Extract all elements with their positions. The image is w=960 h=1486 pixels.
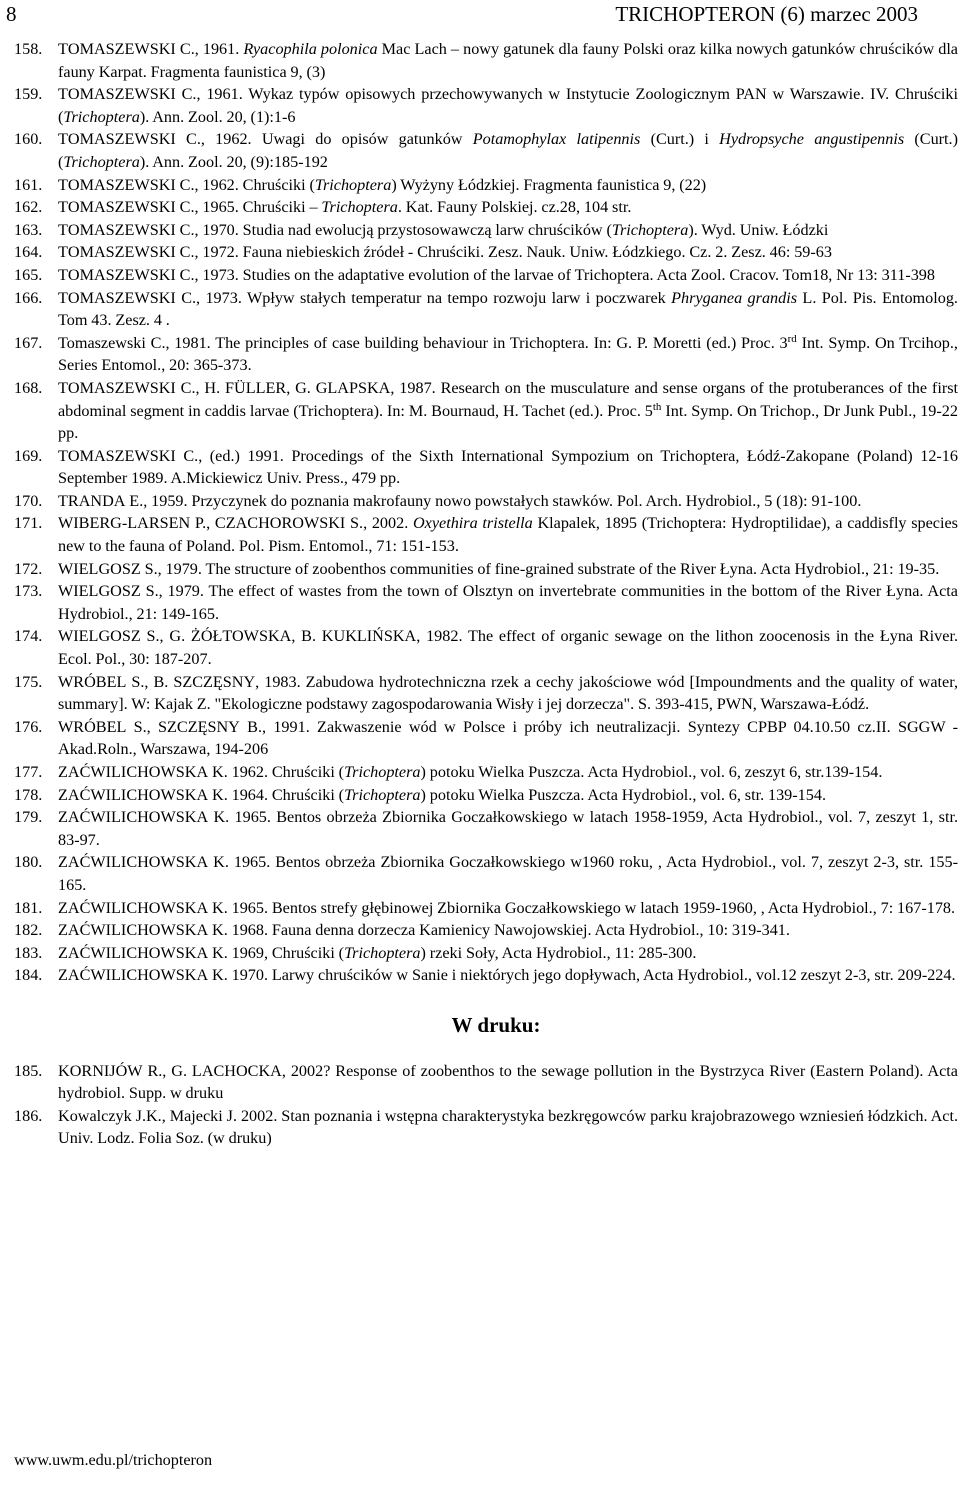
reference-text-segment: W [58,717,74,736]
reference-number: 159. [14,85,43,104]
reference-text-segment: ÓŁTOWSKA [200,627,292,646]
reference-entry [14,377,958,445]
reference-text-segment: OMASZEWSKI [67,40,176,58]
reference-number: 170. [14,491,43,510]
reference-text-segment: T [58,220,68,239]
journal-title: TRICHOPTERON (6) marzec 2003 [615,2,918,26]
reference-text [58,83,958,128]
reference-text-segment: ). Ann. Zool. 20, (1):1-6 [139,107,296,126]
reference-number: 162. [14,198,43,217]
reference-text-segment: ORNIJÓW [69,1061,143,1080]
reference-text-segment: Z [58,763,68,781]
reference-entry [14,558,958,581]
reference-text-segment: K. 1964. Chruściki ( [208,785,345,804]
reference-text [58,241,958,264]
reference-text-segment: Trichoptera [321,198,398,217]
reference-entry [14,38,958,83]
reference-text-segment: C., 1961. [175,40,244,58]
reference-text [58,716,958,761]
reference-text-segment: . Kat. Fauny Polskiej. cz.28, 104 str. [397,198,632,217]
reference-text-segment: Phryganea grandis [671,288,798,307]
references-in-press [14,1060,958,1150]
reference-text-segment: T [58,40,68,58]
reference-number: 165. [14,265,43,284]
reference-text-segment: Oxyethira tristella [412,514,533,533]
reference-text-segment: , 1987. Research on the musculature and sense organs of the protuberances of the first abdominal segment in caddis larvae (Trichoptera). In: M. Bournaud, H. Tachet (ed.). Proc. 5 [58,378,959,420]
reference-text-segment: Trichoptera [63,152,140,171]
reference-text-segment: OMASZEWSKI [67,130,176,149]
reference-text-segment: OMASZEWSKI [67,265,176,284]
reference-entry [14,851,958,896]
reference-text-segment: ZCZĘSNY [167,717,240,736]
reference-text-segment: C., 1972. Fauna niebieskich źródeł - Chruściki. Zesz. Nauk. Uniw. Łódzkiego. Cz. 2. Zesz. 46: 59-63 [175,243,832,262]
reference-text-segment: C., 1962. Chruściki ( [175,175,315,194]
reference-text-segment: S., G. Ż [140,627,201,646]
reference-text-segment: AĆWILICHOWSKA [67,785,209,804]
reference-text-segment: Mac Lach – nowy gatunek dla fauny Polski oraz kilka nowych gatunków chruścików dla fauny Karpat. Fragmenta faunistica 9, (3) [58,40,958,81]
reference-list [14,38,958,1150]
reference-text [58,219,958,242]
references-main [14,38,958,987]
reference-text-segment: C., 1961. Wykaz typów opisowych przechowywanych w Instytucie Zoologicznym PAN w Warszawie. IV. Chruściki ( [58,85,958,126]
reference-text-segment: T [58,265,68,284]
reference-number: 169. [14,446,43,465]
reference-text-segment: OMASZEWSKI [67,446,176,465]
reference-entry [14,942,958,965]
reference-text-segment: L. Pol. Pis. Entomolog. Tom 43. Zesz. 4 . [58,288,958,330]
reference-text-segment: Potamophylax latipennis [472,130,641,149]
reference-text-segment: (Curt.) ( [58,130,958,171]
reference-text-segment: Z [58,943,68,962]
reference-text-segment: ) rzeki Soły, Acta Hydrobiol., 11: 285-300. [420,943,697,962]
reference-text [58,445,958,490]
reference-text-segment: W [58,559,74,578]
reference-entry [14,174,958,197]
reference-text [58,806,958,851]
reference-text-segment: T [58,130,68,149]
reference-text-segment: , 1983. Zabudowa hydrotechniczna rzek a cechy jakościowe wód [Impoundments and the quality of water, summary]. W: Kajak Z. "Ekologiczne podstawy zagospodarowania Wisły i jej dorzecza". S. 393-415, PWN, Warszawa-Łódź. [58,672,958,714]
reference-text-segment: Ryacophila polonica [243,40,378,58]
reference-text [58,196,958,219]
reference-entry [14,445,958,490]
reference-entry [14,806,958,851]
reference-entry [14,287,958,332]
reference-text-segment: C., 1962. Uwagi do opisów gatunków [175,130,473,149]
reference-number: 167. [14,333,43,352]
reference-text-segment: ) potoku Wielka Puszcza. Acta Hydrobiol., vol. 6, zeszyt 6, str.139-154. [420,763,883,781]
reference-text-segment: T [58,491,68,510]
reference-text-segment: Trichoptera [611,220,689,239]
reference-text-segment: OMASZEWSKI [67,378,176,397]
reference-text-segment: Kowalczyk J.K., Majecki J. 2002. Stan poznania i wstępna charakterystyka bezkręgowców parku krajobrazowego wzniesień łódzkich. Act. Univ. Lodz. Folia Soz. (w druku) [58,1106,958,1148]
reference-entry [14,919,958,942]
reference-text-segment: Trichoptera [314,175,392,194]
reference-text [58,377,958,445]
reference-text-segment: Hydropsyche angustipennis [719,130,905,149]
reference-text-segment: ÜLLER [234,378,287,397]
reference-text-segment: C., 1973. Wpływ stałych temperatur na tempo rozwoju larw i poczwarek [175,288,672,307]
reference-text-segment: OMASZEWSKI [67,85,176,104]
reference-text [58,784,958,807]
reference-number: 166. [14,288,43,307]
reference-text-segment: S., B. S [126,672,183,691]
reference-text-segment: ) potoku Wielka Puszcza. Acta Hydrobiol., vol. 6, str. 139-154. [420,785,826,804]
reference-text-segment: S., 2002. [345,514,413,533]
reference-entry [14,625,958,670]
reference-text-segment: AĆWILICHOWSKA [67,966,209,985]
reference-number: 171. [14,514,43,533]
reference-text-segment: th [652,400,662,413]
reference-text-segment: E., 1959. Przyczynek do poznania makrofauny nowo powstałych stawków. Pol. Arch. Hydrobiol., 5 (18): 91-100. [125,491,862,510]
reference-text [58,761,958,784]
reference-text-segment: OMASZEWSKI [67,175,176,194]
reference-text-segment: C., (ed.) 1991. Procedings of the Sixth International Sympozium on Trichoptera, Łódź-Zakopane (Poland) 12-16 September 1989. A.Mickiewicz Univ. Press., 479 pp. [58,446,958,488]
reference-text-segment: IELGOSZ [73,559,141,578]
reference-entry [14,332,958,377]
reference-number: 177. [14,763,43,781]
reference-text-segment: K. 1968. Fauna denna dorzecza Kamienicy Nawojowskiej. Acta Hydrobiol., 10: 319-341. [208,921,790,940]
reference-number: 185. [14,1061,43,1080]
reference-number: 172. [14,559,43,578]
reference-text-segment: Z [58,966,68,985]
reference-text-segment: ZCZĘSNY [182,672,256,691]
reference-text-segment: Z [58,808,68,827]
reference-text-segment: Trichoptera [344,763,421,781]
reference-text-segment: K. 1965. Bentos obrzeża Zbiornika Goczałkowskiego w latach 1958-1959, Acta Hydrobiol., vol. 7, zeszyt 1, str. 83-97. [58,808,958,849]
reference-text-segment: UKLIŃSKA [333,627,417,646]
reference-text-segment: C., 1965. Chruściki – [175,198,322,217]
reference-text-segment: OMASZEWSKI [67,220,176,239]
reference-number: 161. [14,175,43,194]
reference-text-segment: -L [121,514,138,533]
reference-entry [14,716,958,761]
reference-number: 182. [14,921,43,940]
reference-entry [14,83,958,128]
reference-entry [14,196,958,219]
reference-text-segment: OMASZEWSKI [67,198,176,217]
reference-text-segment: K [58,1061,70,1080]
reference-text [58,1060,958,1105]
reference-number: 181. [14,898,43,917]
reference-text [58,919,958,942]
reference-text-segment: IBERG [73,514,122,533]
reference-text-segment: (Curt.) i [640,130,720,149]
reference-text-segment: Z [58,898,68,917]
reference-number: 164. [14,243,43,262]
reference-text-segment: RÓBEL [73,717,127,736]
reference-text-segment: Trichoptera [344,785,421,804]
reference-text-segment: C., H. F [175,378,235,397]
reference-text-segment: IELGOSZ [73,582,141,601]
reference-text-segment: W [58,514,74,533]
reference-text-segment: P., C [190,514,226,533]
reference-text-segment: Z [58,785,68,804]
reference-text-segment: Int. Symp. On Trcihop., Series Entomol., 20: 365-373. [58,333,958,375]
reference-text-segment: ). Ann. Zool. 20, (9):185-192 [139,152,328,171]
reference-number: 178. [14,785,43,804]
reference-number: 160. [14,130,43,149]
reference-text-segment: Z [58,921,68,940]
reference-number: 163. [14,220,43,239]
reference-number: 179. [14,808,43,827]
reference-text-segment: ) Wyżyny Łódzkiej. Fragmenta faunistica 9, (22) [391,175,707,194]
reference-entry [14,897,958,920]
reference-number: 183. [14,943,43,962]
section-heading-in-press: W druku: [451,1012,541,1037]
reference-text-segment: T [58,198,68,217]
reference-text-segment: T [58,378,68,397]
reference-entry [14,964,958,987]
reference-entry [14,512,958,557]
reference-text [58,558,958,581]
reference-entry [14,264,958,287]
reference-text [58,38,958,83]
reference-text [58,128,958,173]
reference-text-segment: ZACHOROWSKI [225,514,346,533]
reference-text-segment: T [58,85,68,104]
reference-text-segment: AĆWILICHOWSKA [67,943,209,962]
reference-number: 180. [14,853,43,872]
reference-entry [14,580,958,625]
reference-text [58,174,958,197]
reference-entry [14,490,958,513]
reference-text [58,1105,958,1150]
reference-text-segment: Trichoptera [344,943,421,962]
reference-text-segment: C., 1970. Studia nad ewolucją przystosowawczą larw chruścików ( [175,220,612,239]
reference-text-segment: K. 1970. Larwy chruścików w Sanie i niektórych jego dopływach, Acta Hydrobiol., vol.12 zeszyt 2-3, str. 209-224. [208,966,956,985]
reference-text-segment: OMASZEWSKI [67,288,176,307]
reference-entry [14,128,958,173]
reference-text [58,942,958,965]
reference-text-segment: S., 1979. The effect of wastes from the town of Olsztyn on invertebrate communities in the bottom of the River Łyna. Acta Hydrobiol., 21: 149-165. [58,582,958,623]
reference-text-segment: K. 1965. Bentos obrzeża Zbiornika Goczałkowskiego w1960 roku, , Acta Hydrobiol., vol. 7, zeszyt 2-3, str. 155-165. [58,853,958,894]
reference-text [58,287,958,332]
reference-text-segment: R., G. L [142,1061,202,1080]
reference-number: 176. [14,717,43,736]
reference-entry [14,241,958,264]
reference-text-segment: S., S [126,717,168,736]
reference-text [58,964,958,987]
reference-text-segment: K. 1965. Bentos strefy głębinowej Zbiornika Goczałkowskiego w latach 1959-1960, , Acta Hydrobiol., 7: 167-178. [208,898,956,917]
reference-text-segment: W [58,582,74,601]
reference-text [58,580,958,625]
reference-text-segment: AĆWILICHOWSKA [67,763,209,781]
reference-text-segment: Z [58,853,68,872]
reference-text [58,264,958,287]
reference-text-segment: , B. K [291,627,334,646]
reference-text-segment: ). Wyd. Uniw. Łódzki [688,220,829,239]
reference-text-segment: W [58,627,74,646]
reference-text [58,332,958,377]
reference-text-segment: S., 1979. The structure of zoobenthos communities of fine-grained substrate of the River Łyna. Acta Hydrobiol., 21: 19-35. [140,559,940,578]
reference-text-segment: AĆWILICHOWSKA [67,898,209,917]
reference-entry [14,1105,958,1150]
reference-text-segment: , G. G [286,378,328,397]
reference-text-segment: T [58,243,68,262]
reference-text-segment: LAPSKA [327,378,391,397]
reference-text-segment: , 1982. The effect of organic sewage on the lithon zoocenosis in the Łyna River. Ecol. Pol., 30: 187-207. [58,627,958,669]
reference-text-segment: RANDA [67,491,126,510]
reference-number: 186. [14,1106,43,1125]
reference-text-segment: ARSEN [137,514,191,533]
reference-text-segment: RÓBEL [73,672,127,691]
reference-text [58,671,958,716]
reference-text [58,512,958,557]
reference-entry [14,1060,958,1105]
reference-number: 174. [14,627,43,646]
reference-text-segment: rd [787,332,797,345]
reference-entry [14,761,958,784]
reference-text-segment: T [58,288,68,307]
reference-number: 184. [14,966,43,985]
reference-text-segment: Int. Symp. On Trichop., Dr Junk Publ., 19-22 pp. [58,401,958,443]
reference-text-segment: ACHOCKA [201,1061,282,1080]
reference-text-segment: K. 1962. Chruściki ( [208,763,345,781]
reference-text-segment: T [58,175,68,194]
reference-text [58,897,958,920]
reference-text-segment: Trichoptera [63,107,140,126]
reference-number: 175. [14,672,43,691]
reference-text [58,490,958,513]
reference-text [58,851,958,896]
reference-entry [14,219,958,242]
reference-text-segment: K. 1969, Chruściki ( [208,943,345,962]
reference-text-segment: Klapalek, 1895 (Trichoptera: Hydroptilidae), a caddisfly species new to the fauna of Poland. Pol. Pism. Entomol., 71: 151-153. [58,514,958,556]
reference-text-segment: IELGOSZ [73,627,141,646]
reference-text [58,625,958,670]
reference-text-segment: AĆWILICHOWSKA [67,921,209,940]
page-header [0,2,960,30]
reference-text-segment: Tomaszewski C., 1981. The principles of case building behaviour in Trichoptera. In: G. P. Moretti (ed.) Proc. 3 [58,333,788,352]
reference-text-segment: C., 1973. Studies on the adaptative evolution of the larvae of Trichoptera. Acta Zool. Cracov. Tom18, Nr 13: 311-398 [175,265,935,284]
reference-text-segment: OMASZEWSKI [67,243,176,262]
reference-entry [14,671,958,716]
reference-text-segment: AĆWILICHOWSKA [67,808,209,827]
reference-number: 173. [14,582,43,601]
reference-text-segment: T [58,446,68,465]
reference-entry [14,784,958,807]
reference-text-segment: AĆWILICHOWSKA [67,853,209,872]
footer-url: www.uwm.edu.pl/trichopteron [14,1451,213,1469]
reference-text-segment: B., 1991. Zakwaszenie wód w Polsce i próby ich neutralizacji. Syntezy CPBP 04.10.50 cz.II. SGGW - Akad.Roln., Warszawa, 194-206 [58,717,958,759]
reference-text-segment: , 2002? Response of zoobenthos to the sewage pollution in the Bystrzyca River (Eastern Poland). Acta hydrobiol. Supp. w druku [58,1061,958,1103]
reference-number: 168. [14,378,43,397]
reference-number: 158. [14,40,43,58]
reference-text-segment: W [58,672,74,691]
page-number: 8 [6,2,17,26]
